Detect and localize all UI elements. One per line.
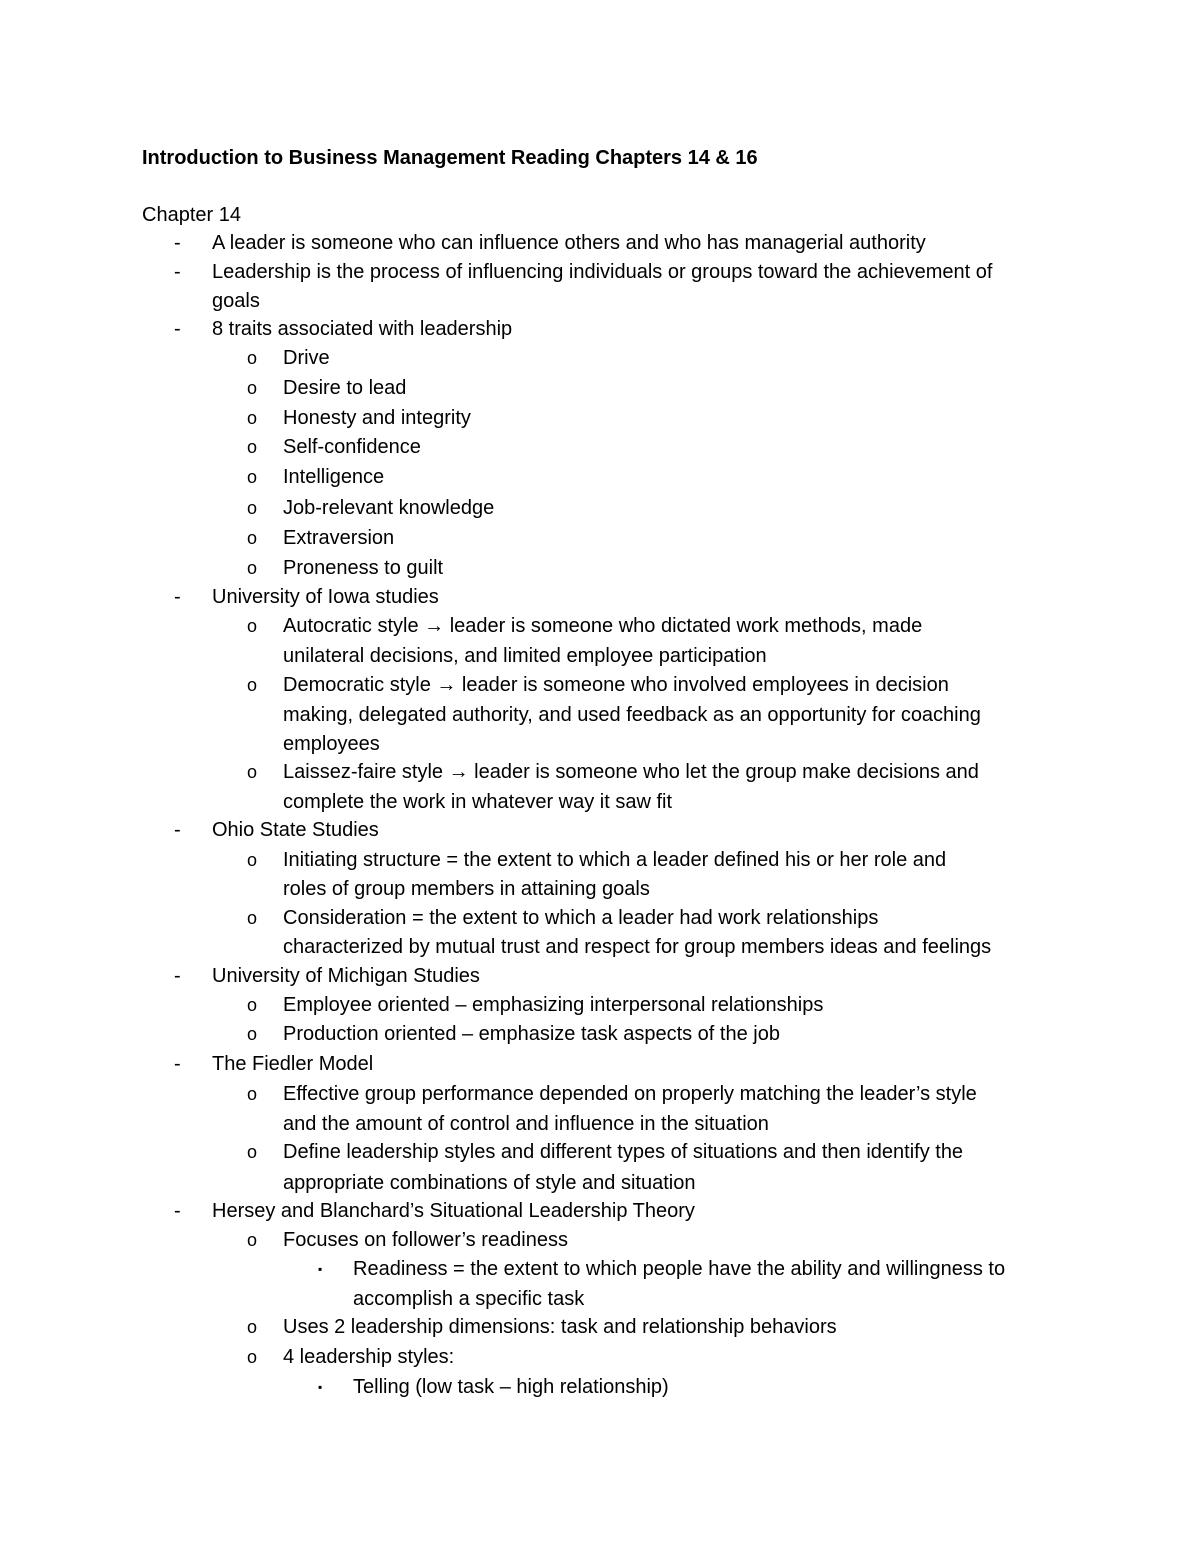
dash-bullet: - <box>174 232 181 254</box>
list-item-continuation: goals <box>212 290 260 312</box>
sub-sub-list-item: Readiness = the extent to which people have the ability and willingness to <box>353 1258 1006 1280</box>
sub-list-item: Focuses on follower’s readiness <box>283 1229 568 1251</box>
sub-sub-list-item-continuation: accomplish a specific task <box>353 1288 585 1310</box>
sub-list-item-continuation: characterized by mutual trust and respect for group members ideas and feelings <box>283 936 992 958</box>
dash-bullet: - <box>174 1200 181 1222</box>
circle-bullet: o <box>247 1084 258 1104</box>
sub-list-item: Honesty and integrity <box>283 407 471 429</box>
list-item: University of Michigan Studies <box>212 965 480 987</box>
sub-list-item: Democratic style → leader is someone who involved employees in decision <box>283 674 949 696</box>
sub-list-item: 4 leadership styles: <box>283 1346 455 1368</box>
circle-bullet: o <box>247 1317 258 1337</box>
circle-bullet: o <box>247 1230 258 1250</box>
square-bullet: ▪ <box>318 1262 323 1276</box>
circle-bullet: o <box>247 498 258 518</box>
sub-list-item: Desire to lead <box>283 377 407 399</box>
circle-bullet: o <box>247 908 258 928</box>
dash-bullet: - <box>174 261 181 283</box>
sub-list-item: Intelligence <box>283 466 385 488</box>
sub-list-item-continuation: employees <box>283 733 380 755</box>
circle-bullet: o <box>247 437 258 457</box>
sub-list-item: Autocratic style → leader is someone who dictated work methods, made <box>283 615 923 637</box>
square-bullet: ▪ <box>318 1380 323 1394</box>
sub-list-item: Self-confidence <box>283 436 421 458</box>
sub-list-item: Define leadership styles and different types of situations and then identify the <box>283 1141 964 1163</box>
chapter-heading: Chapter 14 <box>142 204 241 226</box>
dash-bullet: - <box>174 1053 181 1075</box>
sub-list-item: Effective group performance depended on properly matching the leader’s style <box>283 1083 977 1105</box>
circle-bullet: o <box>247 348 258 368</box>
dash-bullet: - <box>174 318 181 340</box>
circle-bullet: o <box>247 995 258 1015</box>
sub-list-item: Production oriented – emphasize task aspects of the job <box>283 1023 780 1045</box>
sub-list-item-continuation: complete the work in whatever way it saw fit <box>283 791 673 813</box>
sub-list-item-continuation: and the amount of control and influence in the situation <box>283 1113 769 1135</box>
sub-list-item-continuation: making, delegated authority, and used feedback as an opportunity for coaching <box>283 704 981 726</box>
sub-list-item: Proneness to guilt <box>283 557 444 579</box>
sub-list-item: Employee oriented – emphasizing interpersonal relationships <box>283 994 824 1016</box>
circle-bullet: o <box>247 467 258 487</box>
dash-bullet: - <box>174 965 181 987</box>
sub-list-item: Uses 2 leadership dimensions: task and relationship behaviors <box>283 1316 837 1338</box>
circle-bullet: o <box>247 408 258 428</box>
list-item: University of Iowa studies <box>212 586 439 608</box>
sub-list-item-continuation: appropriate combinations of style and situation <box>283 1172 696 1194</box>
circle-bullet: o <box>247 378 258 398</box>
sub-list-item: Consideration = the extent to which a leader had work relationships <box>283 907 879 929</box>
sub-list-item: Laissez-faire style → leader is someone who let the group make decisions and <box>283 761 979 783</box>
circle-bullet: o <box>247 1347 258 1367</box>
sub-list-item-continuation: roles of group members in attaining goals <box>283 878 650 900</box>
sub-list-item: Job-relevant knowledge <box>283 497 495 519</box>
sub-list-item: Initiating structure = the extent to which a leader defined his or her role and <box>283 849 947 871</box>
sub-list-item: Extraversion <box>283 527 395 549</box>
list-item: The Fiedler Model <box>212 1053 374 1075</box>
document-title: Introduction to Business Management Reading Chapters 14 & 16 <box>142 147 758 169</box>
circle-bullet: o <box>247 1142 258 1162</box>
list-item: Ohio State Studies <box>212 819 379 841</box>
circle-bullet: o <box>247 1024 258 1044</box>
sub-list-item-continuation: unilateral decisions, and limited employee participation <box>283 645 767 667</box>
circle-bullet: o <box>247 616 258 636</box>
list-item: 8 traits associated with leadership <box>212 318 513 340</box>
sub-list-item: Drive <box>283 347 330 369</box>
circle-bullet: o <box>247 762 258 782</box>
circle-bullet: o <box>247 528 258 548</box>
circle-bullet: o <box>247 558 258 578</box>
sub-sub-list-item: Telling (low task – high relationship) <box>353 1376 669 1398</box>
list-item: Hersey and Blanchard’s Situational Leadership Theory <box>212 1200 695 1222</box>
circle-bullet: o <box>247 675 258 695</box>
dash-bullet: - <box>174 586 181 608</box>
circle-bullet: o <box>247 850 258 870</box>
list-item: Leadership is the process of influencing individuals or groups toward the achievement of <box>212 261 993 283</box>
list-item: A leader is someone who can influence others and who has managerial authority <box>212 232 926 254</box>
dash-bullet: - <box>174 819 181 841</box>
